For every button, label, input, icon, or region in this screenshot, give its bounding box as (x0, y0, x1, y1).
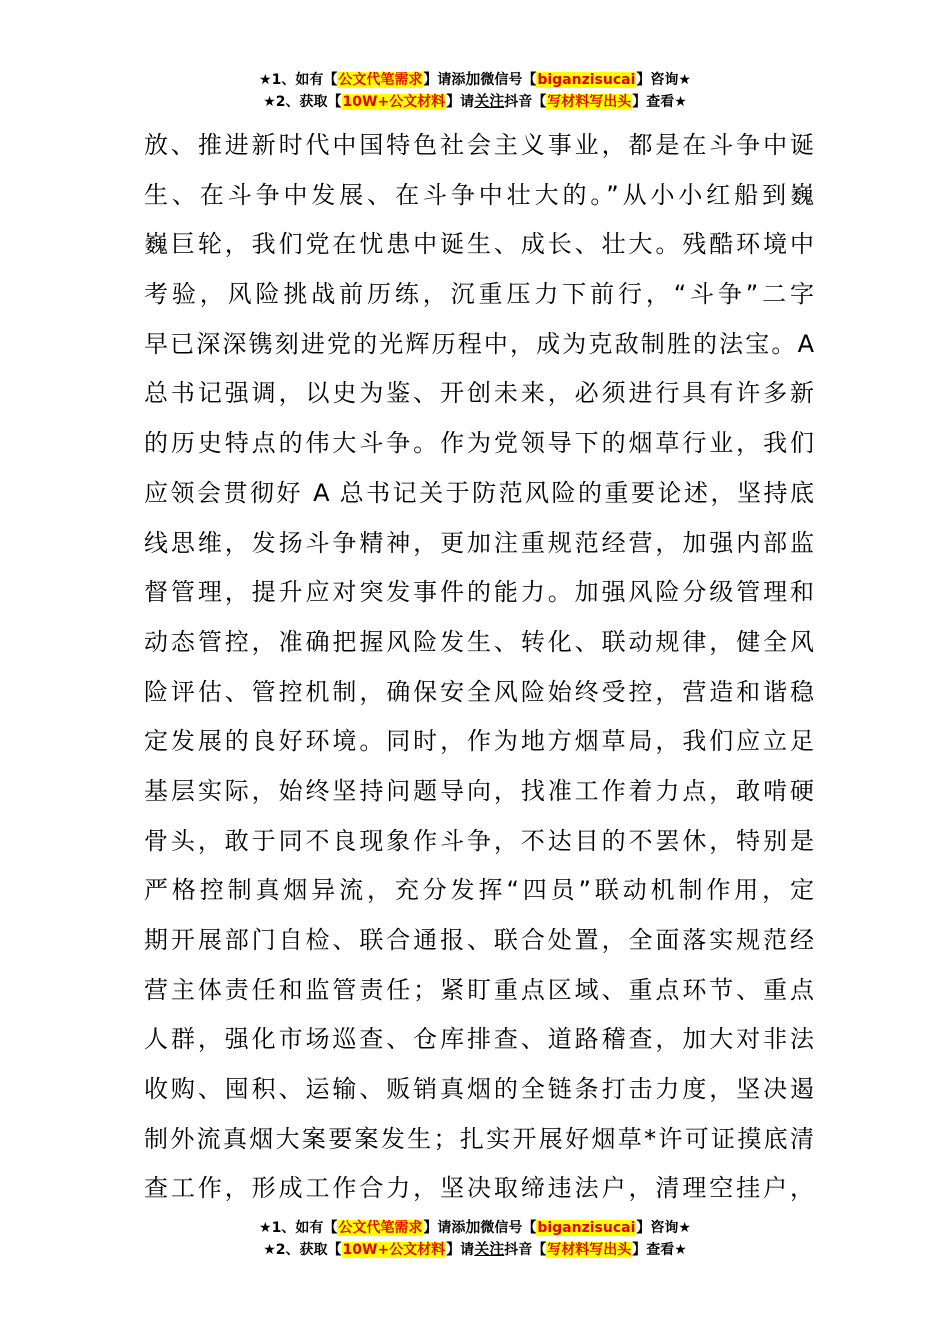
promo-line-1 (0, 68, 950, 90)
text-line: 督管理，提升应对突发事件的能力。加强风险分级管理和 (144, 578, 814, 607)
promo-highlight: 10W+公文材料 (342, 94, 446, 110)
promo-text: 】请 (446, 1242, 475, 1258)
promo-highlight: 公文代笔需求 (338, 1220, 423, 1236)
promo-text: 】请添 (423, 72, 466, 88)
text-line: 动态管控，准确把握风险发生、转化、联动规律，健全风 (144, 627, 814, 656)
text-line: 生、在斗争中发展、在斗争中壮大的。”从小小红船到巍 (144, 180, 814, 209)
promo-text: ★2、获取【 (263, 94, 342, 110)
document-body (144, 121, 814, 1214)
promo-highlight: 10W+公文材料 (342, 1242, 446, 1258)
promo-text: 关注 (474, 1240, 505, 1258)
promo-highlight: 公文代笔需求 (338, 72, 423, 88)
text-line: 查工作，形成工作合力，坚决取缔违法户，清理空挂户， (144, 1174, 814, 1203)
text-line: 严格控制真烟异流，充分发挥“四员”联动机制作用，定 (144, 876, 814, 905)
text-line: 总书记强调，以史为鉴、开创未来，必须进行具有许多新 (144, 379, 814, 408)
text-line: 收购、囤积、运输、贩销真烟的全链条打击力度，坚决遏 (144, 1075, 814, 1104)
text-line: 应领会贯彻好 A 总书记关于防范风险的重要论述，坚持底 (144, 478, 814, 507)
promo-text: ★2、获取【 (263, 1242, 342, 1258)
promo-text: 】查看★ (632, 94, 687, 110)
text-line: 制外流真烟大案要案发生；扎实开展好烟草*许可证摸底清 (144, 1124, 814, 1153)
promo-text: 微信号【 (480, 1220, 537, 1236)
promo-text: 抖音【 (504, 94, 547, 110)
promo-text: 】请添 (423, 1220, 466, 1236)
promo-highlight-douyin: 写材料写出头 (547, 94, 632, 110)
text-line: 的历史特点的伟大斗争。作为党领导下的烟草行业，我们 (144, 429, 814, 458)
promo-line-2 (0, 90, 950, 112)
header-promo-banner (0, 68, 950, 112)
text-line: 基层实际，始终坚持问题导向，找准工作着力点，敢啃硬 (144, 776, 814, 805)
text-line: 营主体责任和监管责任；紧盯重点区域、重点环节、重点 (144, 975, 814, 1004)
promo-text: ★1、如有【 (259, 72, 338, 88)
text-line: 定发展的良好环境。同时，作为地方烟草局，我们应立足 (144, 727, 814, 756)
promo-text: 关注 (474, 92, 505, 110)
text-line: 期开展部门自检、联合通报、联合处置，全面落实规范经 (144, 926, 814, 954)
promo-text: 】查看★ (632, 1242, 687, 1258)
text-line: 线思维，发扬斗争精神，更加注重规范经营，加强内部监 (144, 528, 814, 557)
promo-highlight-douyin: 写材料写出头 (547, 1242, 632, 1258)
promo-highlight-wechat-id: biganzisucai (537, 72, 636, 88)
promo-text: 】咨询★ (636, 1220, 691, 1236)
promo-text: ★1、如有【 (259, 1220, 338, 1236)
text-line: 考验，风险挑战前历练，沉重压力下前行，“斗争”二字 (144, 280, 814, 309)
text-line: 放、推进新时代中国特色社会主义事业，都是在斗争中诞 (144, 131, 814, 159)
text-line: 险评估、管控机制，确保安全风险始终受控，营造和谐稳 (144, 677, 814, 706)
text-line: 骨头，敢于同不良现象作斗争，不达目的不罢休，特别是 (144, 826, 814, 855)
footer-promo-banner (0, 1216, 950, 1260)
promo-highlight-wechat-id: biganzisucai (537, 1220, 636, 1236)
promo-text: 加 (465, 70, 481, 88)
promo-text: 微信号【 (480, 72, 537, 88)
promo-line-2 (0, 1238, 950, 1260)
text-line: 人群，强化市场巡查、仓库排查、道路稽查，加大对非法 (144, 1025, 814, 1054)
promo-text: 加 (465, 1218, 481, 1236)
text-line: 巍巨轮，我们党在忧患中诞生、成长、壮大。残酷环境中 (144, 230, 814, 259)
promo-text: 】咨询★ (636, 72, 691, 88)
promo-text: 】请 (446, 94, 475, 110)
promo-line-1 (0, 1216, 950, 1238)
promo-text: 抖音【 (504, 1242, 547, 1258)
text-line: 早已深深镌刻进党的光辉历程中，成为克敌制胜的法宝。A (144, 329, 814, 358)
